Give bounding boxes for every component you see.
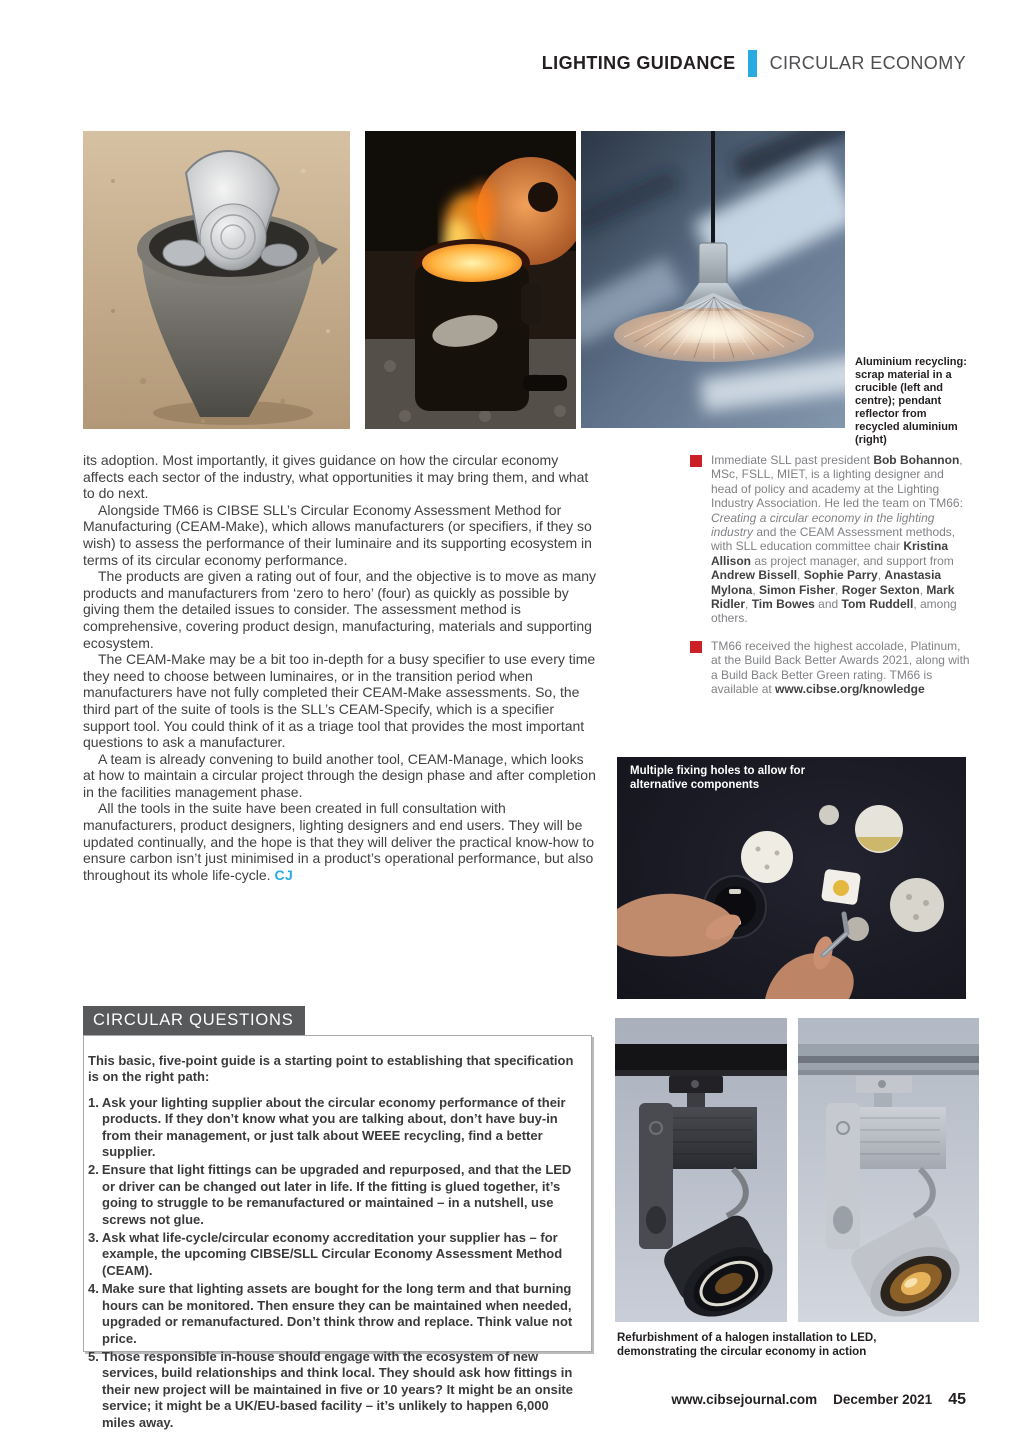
body-closing-paragraph: All the tools in the suite have been created in full consultation with manufacturers, product designers, lighting designers and end users. They will be updated continually, and the hope is that they will deliver the practical know-how to ensure carbon isn’t just minimised in a product’s operational performance, but also throughout its whole life-cycle. CJ [83,800,595,883]
body-paragraph: its adoption. Most importantly, it gives guidance on how the circular economy affects each sector of the industry, what opportunities it may bring them, and what to do next. [83,452,589,502]
photo-fixing-holes [617,757,966,999]
body-paragraph: The products are given a rating out of four, and the objective is to move as many products and manufacturers from ‘zero to hero’ (four) as quickly as possible by giving them the detailed issues to consider. The assessment method is comprehensive, covering product design, manufacturing, materials and supporting ecosystem. [83,568,597,651]
photo-spotlight-halogen [615,1018,787,1322]
sidebar-notes [690,453,970,710]
header-kicker: LIGHTING GUIDANCE [541,52,736,73]
inline-link[interactable]: www.cibse.org/knowledge [775,682,925,697]
body-paragraph: Alongside TM66 is CIBSE SLL’s Circular Economy Assessment Method for Manufacturing (CEAM-Make), which allows manufacturers (or specifiers, if they so wish) to assess the performance of their luminaire and its supporting ecosystem in terms of its circular economy performance. [83,501,592,568]
caption-fixing-holes: Multiple fixing holes to allow for alternative components [630,765,806,791]
five-point-guide-list [88,1095,581,1431]
photo-forge-melting [365,131,576,429]
article-body [83,452,597,883]
caption-refurbishment: Refurbishment of a halogen installation to LED, demonstrating the circular economy in action [617,1332,877,1358]
sidebar-note [690,639,970,697]
footer-site-link[interactable]: www.cibsejournal.com [671,1392,818,1407]
body-paragraph: A team is already convening to build another tool, CEAM-Manage, which looks at how to maintain a circular project through the design phase and after completion in the facilities management phase. [83,750,596,800]
photo-pendant-reflector [581,131,845,428]
guide-item: 2. Ensure that light fittings can be upgraded and repurposed, and that the LED or driver can be changed out later in life. If the fitting is glued together, it’s going to struggle to be remanufactured or maintained – in a nutshell, use screws not glue. [88,1162,572,1227]
guide-item: 5. Those responsible in-house should engage with the ecosystem of new services, build relationships and think local. They should ask how fittings in their new project will be maintained in five or 10 years? It might be an onsite service; it might be a UK/EU-based facility – it’s unlikely to happen 6,000 miles away. [88,1348,573,1430]
circular-questions-title: CIRCULAR QUESTIONS [93,1011,294,1029]
sidebar-note-text: Immediate SLL past president Bob Bohannon, MSc, FSLL, MIET, is a lighting designer and head of policy and academy at the Lighting Industry Association. He led the team on TM66: Creating a circular economy in the lighting industry and the CEAM Assessment methods, with SLL education committee chair Kristina Allison as project manager, and support from Andrew Bissell, Sophie Parry, Anastasia Mylona, Simon Fisher, Roger Sexton, Mark Ridler, Tim Bowes and Tom Ruddell, among others. [711,453,963,626]
page-footer [671,1391,966,1409]
circular-questions-box [83,1035,592,1430]
sidebar-note [690,453,970,626]
footer-page-number: 45 [948,1391,966,1408]
page-header [542,48,966,78]
guide-item: 1. Ask your lighting supplier about the circular economy performance of their products. If they don’t know what you are talking about, don’t have buy-in from their management, or just talk about WEEE recycling, find a better supplier. [88,1094,566,1160]
footer-issue-date: December 2021 [833,1392,933,1407]
circular-questions-header [83,1006,305,1035]
sidebar-note-text: TM66 received the highest accolade, Platinum, at the Build Back Better Awards 2021, along with a Build Back Better Green rating. TM66 is available at www.cibse.org/knowledge [711,638,970,697]
guide-item: 4. Make sure that lighting assets are bought for the long term and that burning hours can be monitored. Then ensure they can be maintained when needed, upgraded or remanufactured. Don’t think throw and replace. Think value not price. [88,1281,573,1346]
body-paragraph: The CEAM-Make may be a bit too in-depth for a busy specifier to use every time they need to choose between luminaires, or in the transition period when manufacturers have not fully completed their CEAM-Make assessments. So, the third part of the suite of tools is the SLL’s CEAM-Specify, which is a specifier support tool. You could think of it as a triage tool that provides the most important questions to ask a manufacturer. [83,651,596,751]
red-square-bullet-icon [690,455,702,467]
guide-item: 3. Ask what life-cycle/circular economy accreditation your supplier has – for example, the upcoming CIBSE/SLL Circular Economy Assessment Method (CEAM). [88,1230,563,1278]
red-square-bullet-icon [690,641,702,653]
photo-crucible-scrap [83,131,350,429]
cj-end-mark: CJ [274,866,294,883]
caption-aluminium-recycling: Aluminium recycling: scrap material in a crucible (left and centre); pendant reflector from recycled aluminium (right) [855,356,967,446]
box-intro: This basic, five-point guide is a starting point to establishing that specification is on the right path: [88,1053,574,1085]
photo-spotlight-led [798,1018,979,1322]
header-section: CIRCULAR ECONOMY [769,52,966,73]
header-divider-bar [748,50,757,77]
